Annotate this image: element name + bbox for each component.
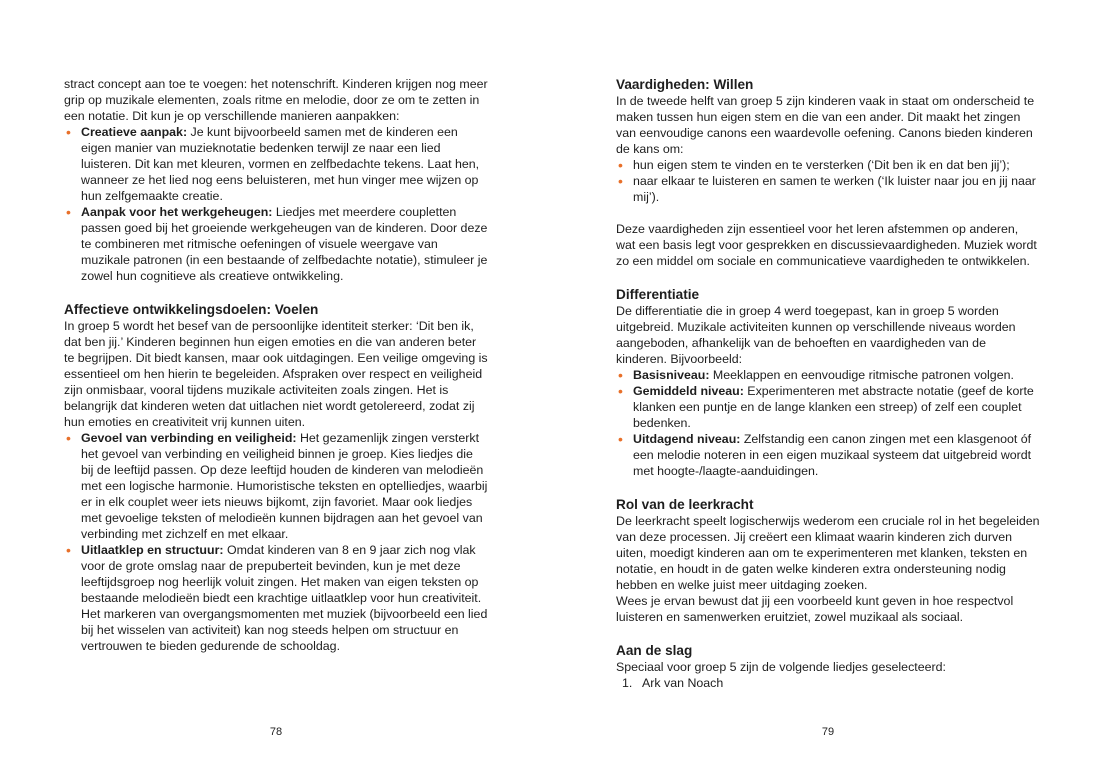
list-item — [64, 124, 488, 204]
bullet-text: Je kunt bijvoorbeeld samen met de kinderen een eigen manier van muzieknotatie bedenken terwijl ze naar een lied luisteren. Dit kan met kleuren, vormen en zelfbedachte tekens. Laat hen, wanneer ze het lied nog eens beluisteren, met hun vinger mee wijzen op hun zelfgemaakte creatie. — [81, 125, 480, 203]
left-column — [64, 76, 488, 654]
bullet-term: Gemiddeld niveau: — [633, 384, 744, 398]
bullet-text: Zelfstandig een canon zingen met een klasgenoot óf een melodie noteren in een eigen muzikaal systeem dat uitgebreid wordt met hoogte-/laagte-aanduidingen. — [633, 432, 1032, 478]
heading-skills: Vaardigheden: Willen — [616, 77, 754, 92]
list-number: 1. — [622, 676, 633, 690]
list-item — [616, 675, 1040, 691]
bullet-term: Basisniveau: — [633, 368, 710, 382]
get-started-paragraph: Speciaal voor groep 5 zijn de volgende liedjes geselecteerd: — [616, 660, 946, 674]
teacher-role-paragraph: De leerkracht speelt logischerwijs wederom een cruciale rol in het begeleiden van deze processen. Jij creëert een klimaat waarin kinderen zich durven uiten, moedigt kinderen aan om te experimenteren met klanken, teksten en notatie, en houdt in de gaten welke kinderen extra ondersteuning nodig hebben en welke juist meer uitdaging zoeken. — [616, 514, 1040, 592]
affective-paragraph: In groep 5 wordt het besef van de persoonlijke identiteit sterker: ‘Dit ben ik, dat ben jij.’ Kinderen beginnen hun eigen emoties en die van anderen beter te begrijpen. Dit biedt kansen, maar ook uitdagingen. Een veilige omgeving is essentieel om hen hierin te begeleiden. Afspraken over respect en veiligheid zijn onmisbaar, vooral tijdens muzikale activiteiten zoals zingen. Het is belangrijk dat kinderen weten dat uitlachen niet wordt getolereerd, zodat zij hun emoties en creativiteit vrij kunnen uiten. — [64, 319, 488, 429]
differentiation-list — [616, 367, 1040, 479]
list-item — [64, 430, 488, 542]
bullet-text: Experimenteren met abstracte notatie (geef de korte klanken een puntje en de lange klanken een streep) of zelf een couplet bedenken. — [633, 384, 1034, 430]
heading-affective: Affectieve ontwikkelingsdoelen: Voelen — [64, 302, 319, 317]
bullet-term: Creatieve aanpak: — [81, 125, 188, 139]
list-item — [64, 542, 488, 654]
list-item: • naar elkaar te luisteren en samen te werken (‘Ik luister naar jou en jij naar mij’). — [616, 173, 1040, 205]
heading-differentiation: Differentiatie — [616, 287, 700, 302]
heading-get-started: Aan de slag — [616, 643, 693, 658]
bullet-term: Uitdagend niveau: — [633, 432, 741, 446]
skills-paragraph: In de tweede helft van groep 5 zijn kinderen vaak in staat om onderscheid te maken tussen hun eigen stem en die van een ander. Dit maakt het zingen van eenvoudige canons een waardevolle oefening. Canons bieden kinderen de kans om: — [616, 94, 1035, 156]
right-page — [552, 0, 1104, 780]
bullet-term: Gevoel van verbinding en veiligheid: — [81, 431, 297, 445]
song-list — [616, 675, 1040, 691]
bullet-text: Omdat kinderen van 8 en 9 jaar zich nog vlak voor de grote omslag naar de prepuberteit bevinden, kun je met deze leeftijdsgroep nog heerlijk voluit zingen. Het maken van eigen teksten op bestaande melodieën biedt een krachtige uitlaatklep voor hun creativiteit. Het markeren van overgangsmomenten met muziek (bijvoorbeeld een lied bij het wisselen van activiteit) kan nog steeds helpen om structuur en vertrouwen te bieden gedurende de schooldag. — [81, 543, 488, 653]
page-number: 78 — [269, 726, 283, 738]
bullet-text: Meeklappen en eenvoudige ritmische patronen volgen. — [709, 368, 1014, 382]
affective-list — [64, 430, 488, 654]
list-item — [616, 367, 1040, 383]
page-number: 79 — [821, 726, 835, 738]
bullet-term: Aanpak voor het werkgeheugen: — [81, 205, 273, 219]
list-item — [616, 383, 1040, 431]
list-item: • hun eigen stem te vinden en te versterken (‘Dit ben ik en dat ben jij’); — [616, 157, 1040, 173]
skills-paragraph-2: Deze vaardigheden zijn essentieel voor het leren afstemmen op anderen, wat een basis legt voor gesprekken en discussievaardigheden. Muziek wordt zo een middel om sociale en communicatieve vaardigheden te ontwikkelen. — [616, 222, 1037, 268]
differentiation-paragraph: De differentiatie die in groep 4 werd toegepast, kan in groep 5 worden uitgebreid. Muzikale activiteiten kunnen op verschillende niveaus worden aangeboden, afhankelijk van de behoeften en vaardigheden van de kinderen. Bijvoorbeeld: — [616, 304, 1016, 366]
bullet-text: Het gezamenlijk zingen versterkt het gevoel van verbinding en veiligheid binnen je groep. Kies liedjes die bij de leeftijd passen. Op deze leeftijd houden de kinderen van melodieën met een logische harmonie. Humoristische teksten en optelliedjes, waarbij er in elk couplet weer iets nieuws bijkomt, zijn favoriet. Maar ook liedjes met gevoelige teksten of melodieën kunnen bijdragen aan het gevoel van verbinding met zichzelf en met elkaar. — [81, 431, 488, 541]
song-title: Ark van Noach — [642, 676, 724, 690]
bullet-text: Liedjes met meerdere coupletten passen goed bij het groeiende werkgeheugen van de kinderen. Door deze te combineren met ritmische oefeningen of visuele weergave van muzikale patronen (in een bestaande of zelfbedachte notatie), stimuleer je zowel hun cognitieve als creatieve ontwikkeling. — [81, 205, 488, 283]
bullet-term: Uitlaatklep en structuur: — [81, 543, 224, 557]
notation-approaches-list — [64, 124, 488, 284]
list-item — [64, 204, 488, 284]
right-column — [616, 76, 1040, 691]
intro-paragraph: stract concept aan toe te voegen: het notenschrift. Kinderen krijgen nog meer grip op muzikale elementen, zoals ritme en melodie, door ze om te zetten in een notatie. Dit kun je op verschillende manieren aanpakken: — [64, 77, 488, 123]
teacher-role-paragraph-2: Wees je ervan bewust dat jij een voorbeeld kunt geven in hoe respectvol luisteren en samenwerken eruitziet, zowel muzikaal als sociaal. — [616, 594, 1014, 624]
list-item — [616, 431, 1040, 479]
skills-list — [616, 157, 1040, 205]
heading-teacher-role: Rol van de leerkracht — [616, 497, 754, 512]
